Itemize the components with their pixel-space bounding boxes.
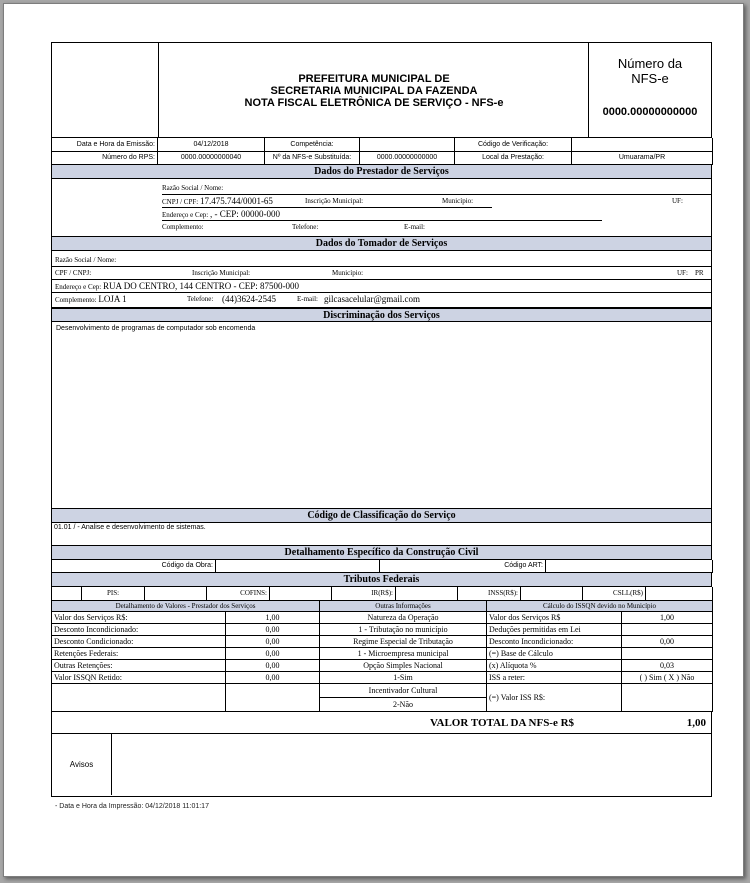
rps-number-value: 0000.00000000040 [158,151,265,164]
inss-value [521,587,583,600]
prestador-cnpj-value: 17.475.744/0001-65 [199,195,273,206]
nfse-number-value: 0000.00000000000 [602,106,698,118]
valores-head-left: Detalhamento de Valores - Prestador dos Serviços [52,601,320,612]
regime-especial-label: Regime Especial de Tributação [320,636,487,648]
prestador-razao-row [162,182,711,194]
regime-especial-value: 1 - Microempresa municipal [320,648,487,660]
print-timestamp: - Data e Hora da Impressão: 04/12/2018 11:01:17 [55,803,209,810]
logo-box [52,43,159,137]
prestador-cnpj-row [162,194,711,207]
base-calculo-label: (=) Base de Cálculo [487,648,622,660]
classificacao-text: 01.01 / - Analise e desenvolvimento de sistemas. [54,523,206,531]
tomador-block [51,251,712,308]
retencoes-federais-label: Retenções Federais: [52,648,226,660]
valores-blank-left-value [226,684,320,712]
tomador-telefone-label: Telefone: [187,294,214,303]
rps-number-label: Número do RPS: [52,151,158,164]
tomador-uf-value: PR [695,268,704,277]
incentivador-value: 2-Não [393,700,413,709]
service-location-value: Umuarama/PR [572,151,713,164]
tomador-endereco-value: RUA DO CENTRO, 144 CENTRO - CEP: 87500-000 [103,280,300,291]
substituted-nfse-label: Nº da NFS-e Substituída: [265,151,360,164]
ir-label: IR(R$): [332,587,396,600]
nfse-number-label-1: Número da [617,56,683,71]
tributos-spacer [52,587,82,600]
deducoes-label: Deduções permitidas em Lei [487,624,622,636]
emission-date-label: Data e Hora da Emissão: [52,138,158,151]
tributos-section-title: Tributos Federais [51,573,712,587]
substituted-nfse-value: 0000.00000000000 [360,151,455,164]
tomador-complemento-row [52,292,711,305]
prestador-section-title: Dados do Prestador de Serviços [51,165,712,179]
prestador-complemento-row [162,220,602,233]
valores-blank-left [52,684,226,712]
discriminacao-block [51,322,712,509]
nfse-number-label-2: NFS-e [631,71,669,86]
tomador-razao-label: Razão Social / Nome: [55,255,117,264]
tributos-table [51,587,713,601]
header-title [159,73,589,109]
nfse-document [51,42,712,810]
iss-reter-label: ISS a reter: [487,672,622,684]
natureza-operacao-value: 1 - Tributação no município [320,624,487,636]
discriminacao-section-title: Discriminação dos Serviços [51,308,712,322]
valor-iss-label: (=) Valor ISS R$: [487,684,622,712]
pis-value [145,587,207,600]
tomador-uf-label: UF: [677,268,688,277]
verification-code-label: Código de Verificação: [455,138,572,151]
valores-head-right: Cálculo do ISSQN devido no Município [487,601,713,612]
prestador-endereco-row [162,207,492,220]
nfse-number-box [588,43,711,137]
simples-nacional-value: 1-Sim [320,672,487,684]
obra-code-label: Código da Obra: [52,560,216,573]
total-row [51,712,712,734]
outras-retencoes-value: 0,00 [226,660,320,672]
valor-iss-value [622,684,713,712]
prestador-cnpj-label: CNPJ / CPF: [162,197,199,206]
incentivador-label: Incentivador Cultural [320,684,486,698]
classificacao-section-title: Código de Classificação do Serviço [51,509,712,523]
tomador-cpf-label: CPF / CNPJ: [55,268,92,277]
desconto-condicionado-value: 0,00 [226,636,320,648]
header-line-2: SECRETARIA MUNICIPAL DA FAZENDA [270,85,478,97]
calc-valor-servicos-label: Valor dos Serviços R$ [487,612,622,624]
csll-label: CSLL(R$) [583,587,646,600]
aliquota-value: 0,03 [622,660,713,672]
prestador-email-label: E-mail: [404,222,425,231]
construcao-section-title: Detalhamento Específico da Construção Civil [51,546,712,560]
total-label: VALOR TOTAL DA NFS-e R$ [430,717,575,729]
desconto-condicionado-label: Desconto Condicionado: [52,636,226,648]
competencia-label: Competência: [265,138,360,151]
tomador-cpf-row [52,266,711,279]
aliquota-label: (x) Alíquota % [487,660,622,672]
tomador-municipio-label: Município: [332,268,364,277]
classificacao-block [51,523,712,546]
service-location-label: Local da Prestação: [455,151,572,164]
valores-head-mid: Outras Informações [320,601,487,612]
tomador-endereco-row [52,279,711,292]
outras-retencoes-label: Outras Retenções: [52,660,226,672]
art-code-value [546,560,713,573]
tomador-endereco-label: Endereço e Cep: [55,282,102,291]
total-value: 1,00 [686,717,706,729]
prestador-endereco-label: Endereço e Cep: [162,210,209,219]
issqn-retido-value: 0,00 [226,672,320,684]
header-line-1: PREFEITURA MUNICIPAL DE [298,73,450,85]
cofins-value [270,587,332,600]
tomador-telefone-value: (44)3624-2545 [222,293,276,304]
prestador-endereco-value: , - CEP: 00000-000 [210,208,281,219]
tomador-email-value: gilcasacelular@gmail.com [324,293,420,304]
prestador-municipio-label: Município: [442,196,474,205]
deducoes-value [622,624,713,636]
verification-code-value [572,138,713,151]
obra-code-value [216,560,380,573]
tomador-email-label: E-mail: [297,294,318,303]
retencoes-federais-value: 0,00 [226,648,320,660]
tomador-complemento-label: Complemento: [55,295,97,304]
calc-valor-servicos-value: 1,00 [622,612,713,624]
cofins-label: COFINS: [207,587,270,600]
pis-label: PIS: [82,587,145,600]
desconto-incondicionado-label: Desconto Incondicionado: [52,624,226,636]
prestador-block [51,179,712,237]
calc-desconto-value: 0,00 [622,636,713,648]
tomador-razao-row [52,254,711,266]
simples-nacional-label: Opção Simples Nacional [320,660,487,672]
calc-desconto-label: Desconto Incondicionado: [487,636,622,648]
avisos-block [51,734,712,797]
document-header [51,42,712,138]
iss-reter-value: ( ) Sim ( X ) Não [622,672,713,684]
competencia-value [360,138,455,151]
tomador-im-label: Inscrição Municipal: [192,268,251,277]
prestador-uf-label: UF: [672,196,683,205]
prestador-complemento-label: Complemento: [162,222,204,231]
header-line-3: NOTA FISCAL ELETRÔNICA DE SERVIÇO - NFS-e [244,97,504,109]
issqn-retido-label: Valor ISSQN Retido: [52,672,226,684]
inss-label: INSS(R$): [458,587,521,600]
prestador-im-label: Inscrição Municipal: [305,196,364,205]
desconto-incondicionado-value: 0,00 [226,624,320,636]
ir-value [396,587,458,600]
prestador-rows [162,182,711,233]
construcao-table [51,560,713,574]
emission-date-value: 04/12/2018 [158,138,265,151]
csll-value [646,587,713,600]
avisos-label: Avisos [52,734,112,795]
discriminacao-text: Desenvolvimento de programas de computador sob encomenda [56,324,256,332]
prestador-razao-label: Razão Social / Nome: [162,183,224,192]
tomador-complemento-value: LOJA 1 [98,293,127,304]
natureza-operacao-label: Natureza da Operação [320,612,487,624]
prestador-telefone-label: Telefone: [292,222,319,231]
base-calculo-value [622,648,713,660]
valor-servicos-value: 1,00 [226,612,320,624]
info-table [51,138,713,165]
valor-servicos-label: Valor dos Serviços R$: [52,612,226,624]
page-sheet [3,3,744,877]
art-code-label: Código ART: [380,560,546,573]
valores-table [51,601,713,713]
incentivador-cell [320,684,487,712]
tomador-section-title: Dados do Tomador de Serviços [51,237,712,251]
